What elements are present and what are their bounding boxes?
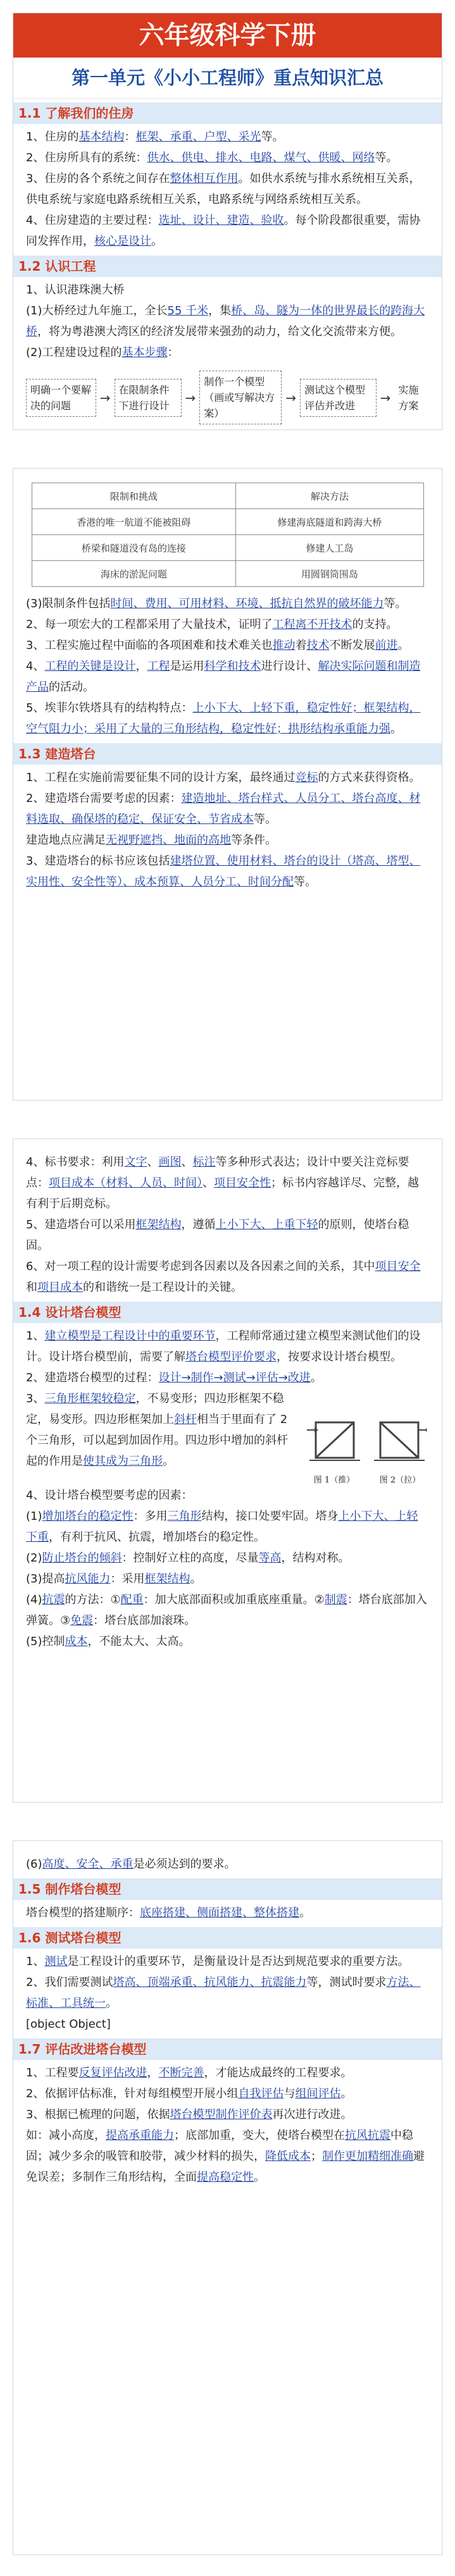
section-1-6-title: 1.6 测试塔台模型	[13, 1927, 442, 1949]
frame-push-figure	[307, 1414, 361, 1470]
s12-p1: (1)大桥经过九年施工，全长55 千米，集桥、岛、隧为一体的世界最长的跨海大桥，将为粤港澳大湾区的经济发展带来强劲的动力，给文化交流带来方便。	[26, 304, 425, 338]
s14-p4: 4、设计塔台模型要考虑的因素：	[26, 1489, 193, 1502]
card-2	[13, 468, 442, 1100]
table-row	[32, 509, 423, 535]
s14-p7: (3)提高抗风能力：采用框架结构。	[26, 1572, 202, 1586]
page-title: 六年级科学下册	[13, 13, 442, 58]
s17-p1: 1、工程要反复评估改进，不断完善，才能达成最终的工程要求。	[26, 2066, 352, 2080]
s12-p2: (2)工程建设过程的基本步骤：	[26, 346, 179, 359]
figure-2-caption: 图 2（拉）	[379, 1476, 421, 1485]
process-flow	[26, 371, 429, 424]
s12-p4: 2、每一项宏大的工程都采用了大量技术，证明了工程离不开技术的支持。	[26, 618, 398, 631]
s13-p2b: 建造地点应满足无视野遮挡、地面的高地等条件。	[26, 834, 277, 847]
flow-step-2: 在限制条件下进行设计	[115, 379, 182, 417]
constraints-table	[32, 483, 424, 587]
arrow-right-icon: →	[185, 390, 196, 405]
section-1-7-title: 1.7 评估改进塔台模型	[13, 2038, 442, 2060]
s17-p2: 2、依据评估标准，针对每组模型开展小组自我评估与组间评估。	[26, 2087, 352, 2100]
s12-p5: 3、工程实施过程中面临的各项困难和技术难关也推动着技术不断发展前进。	[26, 639, 409, 652]
s12-p7: 5、埃菲尔铁塔具有的结构特点：上小下大、上轻下重，稳定性好；框架结构，空气阻力小；采用了大量的三角形结构，稳定性好；拱形结构承重能力强。	[26, 701, 421, 736]
s14-p9: (5)控制成本，不能太大、太高。	[26, 1635, 190, 1648]
card-4	[13, 1840, 442, 2555]
s13-p1: 1、工程在实施前需要征集不同的设计方案，最终通过竞标的方式来获得资格。	[26, 771, 421, 784]
s11-p3: 3、住房的各个系统之间存在整体相互作用。如供水系统与排水系统相互关系，供电系统与家庭电路系统相互关系，电路系统与网络系统相互关系。	[26, 172, 421, 206]
s12-sub1: 1、认识港珠澳大桥	[26, 283, 125, 297]
arrow-right-icon: →	[285, 390, 297, 405]
s16-p3: [object Object]	[26, 2018, 111, 2031]
s17-p4: 如：减小高度，提高承重能力；底部加重，变大，使塔台模型在抗风抗震中稳固；减少多余的吸管和胶带，减少材料的损失，降低成本；制作更加精细准确避免误差；多制作三角形结构，全面提高稳定性。	[26, 2129, 425, 2184]
s14-p8: (4)抗震的方法：①配重：加大底部面积或加重底座重量。②制震：塔台底部加入弹簧。③免震：塔台底部加滚珠。	[26, 1593, 427, 1627]
s13-p2: 2、建造塔台需要考虑的因素：建造地址、塔台样式、人员分工、塔台高度、材料选取、确保塔的稳定、保证安全、节省成本等。	[26, 792, 421, 826]
s11-p2: 2、住房所具有的系统：供水、供电、排水、电路、煤气、供暖、网络等。	[26, 151, 398, 164]
frame-section	[26, 1388, 429, 1485]
s15-p1: 塔台模型的搭建顺序：底座搭建、侧面搭建、整体搭建。	[26, 1906, 311, 1920]
s12-p3: (3)限制条件包括时间、费用、可用材料、环境、抵抗自然界的破坏能力等。	[26, 597, 407, 610]
s17-p3: 3、根据已梳理的问题，依据塔台模型制作评价表再次进行改进。	[26, 2108, 352, 2121]
s14-p6: (2)防止塔台的倾斜：控制好立柱的高度，尽量等高，结构对称。	[26, 1551, 350, 1565]
s16-p2: 2、我们需要测试塔高、顶端承重、抗风能力、抗震能力等，测试时要求方法、标准、工具统一。	[26, 1976, 421, 2010]
table-cell: 用圆钢筒围岛	[236, 561, 423, 587]
flow-step-3: 制作一个模型（画或写解决方案）	[199, 371, 282, 424]
s11-p1: 1、住房的基本结构：框架、承重、户型、采光等。	[26, 130, 284, 144]
frame-figures	[307, 1414, 427, 1485]
table-header-row	[32, 483, 423, 509]
section-1-5-title: 1.5 制作塔台模型	[13, 1878, 442, 1900]
table-cell: 修建海底隧道和跨海大桥	[236, 509, 423, 535]
section-1-4-title: 1.4 设计塔台模型	[13, 1302, 442, 1323]
section-1-2-title: 1.2 认识工程	[13, 256, 442, 277]
section-1-1-title: 1.1 了解我们的住房	[13, 102, 442, 124]
table-header: 解决方法	[236, 483, 423, 509]
s14-p10: (6)高度、安全、承重是必须达到的要求。	[26, 1858, 236, 1871]
table-cell: 桥梁和隧道没有岛的连接	[32, 535, 236, 561]
table-header: 限制和挑战	[32, 483, 236, 509]
s14-p5: (1)增加塔台的稳定性：多用三角形结构，接口处要牢固。塔身上小下大、上轻下重，有利于抗风、抗震，增加塔台的稳定性。	[26, 1510, 418, 1544]
s13-p6: 6、对一项工程的设计需要考虑到各因素以及各因素之间的关系，其中项目安全和项目成本的和谐统一是工程设计的关键。	[26, 1260, 421, 1294]
flow-step-1: 明确一个要解决的问题	[26, 379, 96, 417]
card-1	[13, 13, 442, 430]
frame-pull-figure	[373, 1414, 427, 1470]
card-3	[13, 1138, 442, 1803]
arrow-right-icon: →	[380, 390, 391, 405]
figure-2	[373, 1414, 427, 1485]
s13-p4: 4、标书要求：利用文字、画图、标注等多种形式表达；设计中要关注竞标要点：项目成本（材料、人员、时间）、项目安全性；标书内容越详尽、完整，越有利于后期竞标。	[26, 1156, 419, 1211]
s16-p1: 1、测试是工程设计的重要环节，是衡量设计是否达到规范要求的重要方法。	[26, 1955, 409, 1968]
table-row	[32, 561, 423, 587]
s14-p3: 3、三角形框架较稳定，不易变形；四边形框架不稳定，易变形。四边形框架加上斜杆相当于里面有了 2 个三角形，可以起到加固作用。四边形中增加的斜杆起的作用是使其成为三角形。	[26, 1392, 288, 1468]
figure-1-caption: 图 1（推）	[313, 1476, 355, 1485]
flow-step-5: 实施方案	[398, 383, 419, 412]
s13-p5: 5、建造塔台可以采用框架结构，遵循上小下大、上重下轻的原则，使塔台稳固。	[26, 1218, 409, 1252]
figure-1	[307, 1414, 361, 1485]
flow-step-4: 测试这个模型评估并改进	[300, 379, 376, 417]
arrow-right-icon: →	[99, 390, 111, 405]
table-row	[32, 535, 423, 561]
s11-p4: 4、住房建造的主要过程：选址、设计、建造、验收。每个阶段都很重要，需协同发挥作用，核心是设计。	[26, 214, 421, 248]
table-cell: 香港的唯一航道不能被阻碍	[32, 509, 236, 535]
s14-p1: 1、建立模型是工程设计中的重要环节，工程师常通过建立模型来测试他们的设计。设计塔台模型前，需要了解塔台模型评价要求，按要求设计塔台模型。	[26, 1329, 421, 1364]
section-1-3-title: 1.3 建造塔台	[13, 743, 442, 765]
s14-p2: 2、建造塔台模型的过程：设计→制作→测试→评估→改进。	[26, 1371, 322, 1384]
s13-p3: 3、建造塔台的标书应该包括建塔位置、使用材料、塔台的设计（塔高、塔型、实用性、安全性等）、成本预算、人员分工、时间分配等。	[26, 854, 421, 889]
s12-p6: 4、工程的关键是设计，工程是运用科学和技术进行设计、解决实际问题和制造产品的活动。	[26, 660, 421, 694]
page-subtitle: 第一单元《小小工程师》重点知识汇总	[13, 58, 442, 99]
table-cell: 海床的淤泥问题	[32, 561, 236, 587]
table-cell: 修建人工岛	[236, 535, 423, 561]
